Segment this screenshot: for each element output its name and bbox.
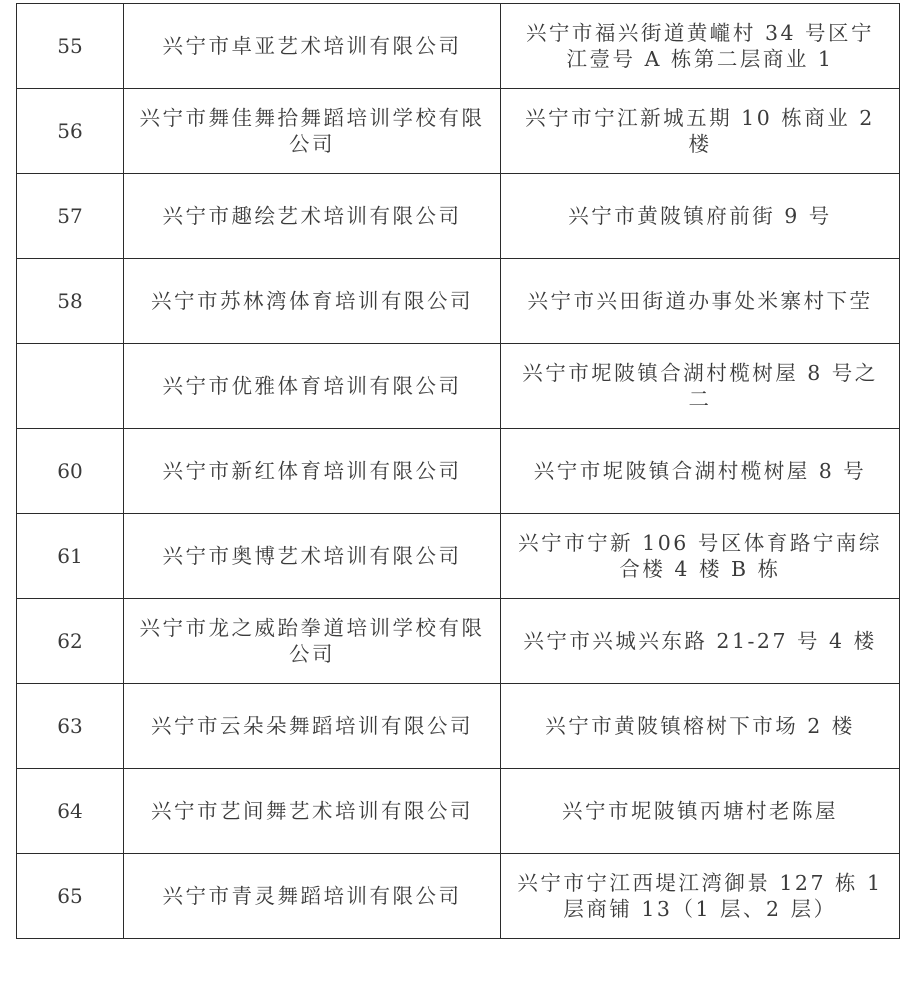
row-number: 57: [17, 174, 124, 259]
organization-name: 兴宁市云朵朵舞蹈培训有限公司: [124, 684, 501, 769]
organization-address: 兴宁市兴田街道办事处米寨村下茔: [501, 259, 900, 344]
organization-table: [16, 3, 900, 939]
organization-name: 兴宁市新红体育培训有限公司: [124, 429, 501, 514]
organization-address: 兴宁市黄陂镇府前街 9 号: [501, 174, 900, 259]
organization-name: 兴宁市苏林湾体育培训有限公司: [124, 259, 501, 344]
table-row: [17, 89, 900, 174]
organization-address: 兴宁市坭陂镇合湖村榄树屋 8 号: [501, 429, 900, 514]
organization-name: 兴宁市龙之威跆拳道培训学校有限公司: [124, 599, 501, 684]
row-number: 65: [17, 854, 124, 939]
row-number: 56: [17, 89, 124, 174]
organization-name: 兴宁市优雅体育培训有限公司: [124, 344, 501, 429]
table-row: [17, 174, 900, 259]
organization-name: 兴宁市趣绘艺术培训有限公司: [124, 174, 501, 259]
table-row: [17, 684, 900, 769]
row-number: 63: [17, 684, 124, 769]
organization-address: 兴宁市黄陂镇榕树下市场 2 楼: [501, 684, 900, 769]
row-number: [17, 344, 124, 429]
row-number: 60: [17, 429, 124, 514]
table-row: [17, 429, 900, 514]
organization-name: 兴宁市青灵舞蹈培训有限公司: [124, 854, 501, 939]
table-row: [17, 599, 900, 684]
organization-name: 兴宁市艺间舞艺术培训有限公司: [124, 769, 501, 854]
organization-address: 兴宁市坭陂镇合湖村榄树屋 8 号之二: [501, 344, 900, 429]
row-number: 64: [17, 769, 124, 854]
table-row: [17, 854, 900, 939]
organization-address: 兴宁市兴城兴东路 21-27 号 4 楼: [501, 599, 900, 684]
row-number: 61: [17, 514, 124, 599]
table-body: [17, 4, 900, 939]
table-row: [17, 259, 900, 344]
organization-name: 兴宁市奥博艺术培训有限公司: [124, 514, 501, 599]
organization-address: 兴宁市坭陂镇丙塘村老陈屋: [501, 769, 900, 854]
row-number: 58: [17, 259, 124, 344]
table-row: [17, 4, 900, 89]
organization-address: 兴宁市宁江新城五期 10 栋商业 2 楼: [501, 89, 900, 174]
organization-name: 兴宁市卓亚艺术培训有限公司: [124, 4, 501, 89]
organization-address: 兴宁市宁江西堤江湾御景 127 栋 1 层商铺 13（1 层、2 层）: [501, 854, 900, 939]
table-row: [17, 344, 900, 429]
row-number: 62: [17, 599, 124, 684]
row-number: 55: [17, 4, 124, 89]
organization-address: 兴宁市福兴街道黄巄村 34 号区宁江壹号 A 栋第二层商业 1: [501, 4, 900, 89]
table-row: [17, 514, 900, 599]
organization-address: 兴宁市宁新 106 号区体育路宁南综合楼 4 楼 B 栋: [501, 514, 900, 599]
table-row: [17, 769, 900, 854]
organization-name: 兴宁市舞佳舞拾舞蹈培训学校有限公司: [124, 89, 501, 174]
